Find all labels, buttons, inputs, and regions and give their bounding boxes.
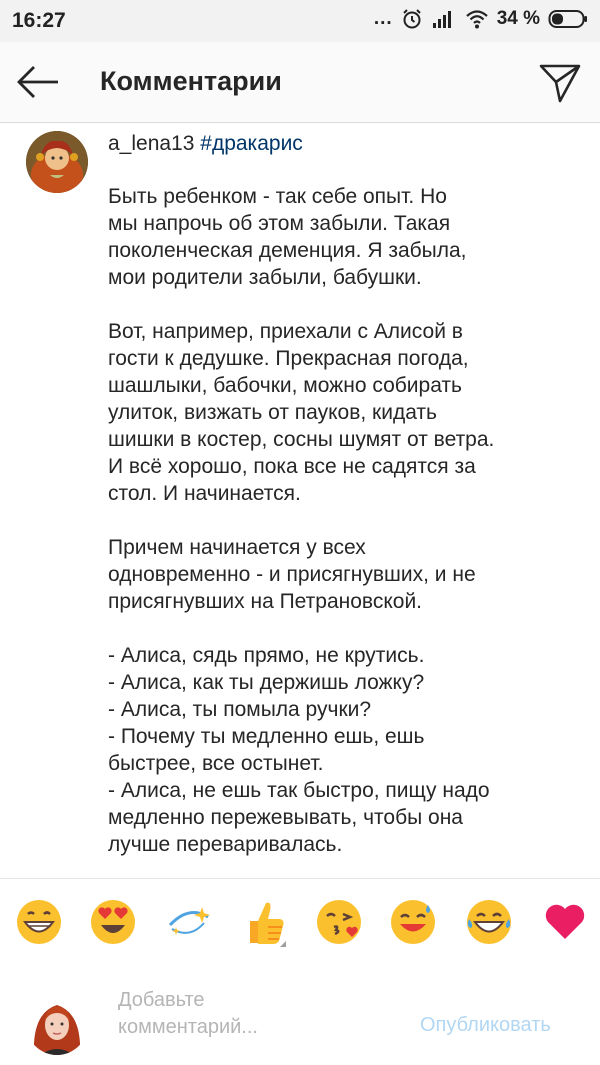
comment-paragraph: - Алиса, сядь прямо, не крутись. - Алиса, как ты держишь ложку? - Алиса, ты помыла ручки? - Почему ты медленно ешь, ешь быстрее, все остынет. - Алиса, не ешь так быстро, пищу надо медленно пережевывать, чтобы она лучше переваривалась. (108, 644, 490, 856)
comment-composer (0, 963, 600, 1065)
thumbs-up-emoji-button[interactable] (240, 897, 290, 947)
current-user-avatar-image (26, 993, 88, 1055)
dizzy-sparkles-icon (164, 897, 214, 947)
current-user-avatar (26, 993, 88, 1055)
publish-button[interactable]: Опубликовать (420, 1014, 551, 1036)
avatar[interactable] (26, 131, 88, 193)
comment-input[interactable]: Добавьте комментарий... (118, 989, 258, 1038)
grinning-face-emoji-button[interactable] (14, 897, 64, 947)
grinning-face-icon (14, 897, 64, 947)
comment-paragraph: Быть ребенком - так себе опыт. Но мы напрочь об этом забыли. Такая поколенческая деменция. Я забыла, мои родители забыли, бабушки. (108, 185, 467, 289)
kiss-emoji-button[interactable] (314, 897, 364, 947)
comment-header (108, 131, 578, 157)
heart-eyes-face-icon (88, 897, 138, 947)
status-icons (374, 8, 588, 30)
wifi-icon (465, 8, 489, 30)
comment-text (108, 183, 578, 858)
smiling-face-sweat-icon (388, 897, 438, 947)
tears-of-joy-face-icon (464, 897, 514, 947)
comment-paragraph: Вот, например, приехали с Алисой в гости к дедушке. Прекрасная погода, шашлыки, бабочки, можно собирать улиток, визжать от пауков, кидать шишки в костер, сосны шумят от ветра. И всё хорошо, пока все не садятся за стол. И начинается. (108, 320, 495, 505)
battery-icon (548, 8, 588, 30)
header (0, 42, 600, 123)
arrow-left-icon (14, 60, 64, 104)
status-bar (0, 0, 600, 42)
dizzy-emoji-button[interactable] (164, 897, 214, 947)
comment (0, 123, 600, 878)
status-time: 16:27 (12, 9, 66, 32)
red-heart-icon (540, 897, 590, 947)
battery-percent: 34 % (496, 8, 540, 29)
face-blowing-kiss-icon (314, 897, 364, 947)
emoji-bar (0, 878, 600, 964)
alarm-icon (401, 8, 423, 30)
paper-plane-icon (538, 60, 584, 104)
signal-icon (431, 8, 457, 30)
avatar-image (26, 131, 88, 193)
comment-paragraph: Причем начинается у всех одновременно - и присягнувших, и не присягнувших на Петрановской. (108, 536, 476, 613)
share-button[interactable] (538, 60, 584, 104)
comment-username[interactable]: a_lena13 (108, 132, 195, 155)
comment-hashtag[interactable]: #дракарис (200, 132, 303, 155)
heart-emoji-button[interactable] (540, 897, 590, 947)
heart-eyes-emoji-button[interactable] (88, 897, 138, 947)
notification-dots: ... (373, 8, 393, 29)
tears-of-joy-emoji-button[interactable] (464, 897, 514, 947)
back-button[interactable] (14, 60, 64, 104)
comment-body (108, 131, 578, 858)
page-title: Комментарии (100, 66, 282, 96)
thumbs-up-icon (240, 897, 290, 949)
smile-emoji-button[interactable] (388, 897, 438, 947)
